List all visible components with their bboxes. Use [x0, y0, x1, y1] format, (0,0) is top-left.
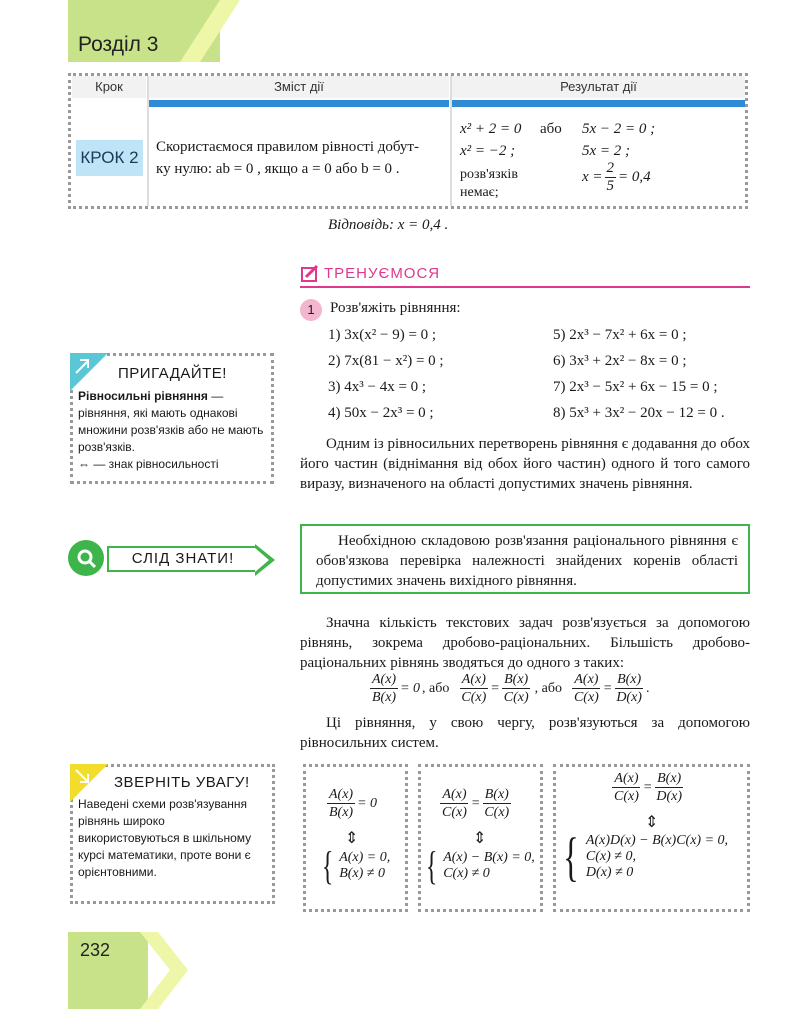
frac-den: C(x) — [573, 690, 599, 705]
eq-lhs: x = — [582, 169, 603, 185]
task-intro: Розв'яжіть рівняння: — [330, 300, 461, 316]
frac-den: C(x) — [614, 789, 639, 804]
equation: 8) 5x³ + 3x² − 20x − 12 = 0 . — [553, 405, 725, 421]
answer-value: x = 0,4 . — [397, 217, 449, 233]
magnifier-icon — [76, 548, 98, 570]
frac-den: B(x) — [372, 690, 397, 705]
frac-num: A(x) — [614, 771, 639, 786]
practice-rule — [300, 286, 750, 288]
equation: 1) 3x(x² − 9) = 0 ; — [328, 327, 437, 343]
eq-zero: = 0 — [357, 795, 378, 811]
page-number: 232 — [80, 940, 111, 960]
scheme-2-eq — [438, 786, 513, 821]
action-line: ку нулю: ab = 0 , якщо a = 0 або b = 0 . — [156, 161, 400, 177]
arrow-icon — [72, 766, 94, 788]
frac-num: A(x) — [442, 787, 467, 802]
task-number: 1 — [300, 299, 322, 321]
col-header-step: Крок — [72, 76, 146, 98]
frac-den: C(x) — [442, 805, 467, 820]
frac-num: A(x) — [329, 787, 354, 802]
eq-rhs: = 0,4 — [618, 169, 651, 185]
result-eq: x² = −2 ; — [460, 143, 516, 159]
column-divider — [147, 76, 149, 206]
frac-num: A(x) — [372, 672, 397, 687]
scheme-3-system: { A(x)D(x) − B(x)C(x) = 0, C(x) ≠ 0, D(x) ≠ 0 — [563, 827, 729, 887]
system-line: A(x) = 0, — [339, 850, 391, 865]
paragraph: Значна кількість текстових задач розв'язується за допомогою рівнянь, зокрема дробово-раціональних. Більшість дробово-раціональних рівнянь зводяться до одного з таких: — [300, 615, 750, 671]
system-line: D(x) ≠ 0 — [585, 865, 634, 880]
frac-num: 2 — [606, 160, 615, 176]
pencil-icon — [300, 265, 320, 283]
must-know-label: СЛІД ЗНАТИ! — [107, 546, 257, 572]
result-eq: 5x − 2 = 0 ; — [582, 121, 656, 137]
paragraph: Ці рівняння, у свою чергу, розв'язуються за допомогою рівносильних систем. — [300, 715, 750, 751]
frac-num: B(x) — [504, 672, 529, 687]
equivalence-icon: ⇕ — [345, 830, 359, 847]
eq-sign: = — [602, 680, 613, 696]
frac-num: A(x) — [461, 672, 486, 687]
frac-den: 5 — [606, 178, 615, 194]
header-bar — [149, 100, 449, 107]
remember-title: ПРИГАДАЙТЕ! — [118, 365, 227, 382]
system-line: A(x) − B(x) = 0, — [443, 850, 535, 865]
practice-title: ТРЕНУЄМОСЯ — [324, 265, 441, 282]
eq-sign: = — [490, 680, 500, 696]
step-label: КРОК 2 — [76, 140, 143, 176]
section-title: Розділ 3 — [78, 33, 159, 56]
equation: 6) 3x³ + 2x² − 8x = 0 ; — [553, 353, 687, 369]
column-divider — [450, 76, 452, 206]
result-text: немає; — [460, 185, 499, 200]
frac-num: B(x) — [484, 787, 509, 802]
answer — [328, 217, 448, 234]
equation: 4) 50x − 2x³ = 0 ; — [328, 405, 434, 421]
result-text: розв'язків — [460, 167, 518, 182]
result-eq: 5x = 2 ; — [582, 143, 631, 159]
frac-num: B(x) — [617, 672, 642, 687]
or-text: , або — [422, 680, 450, 696]
attention-text: Наведені схеми розв'язування рівнянь широко використовуються в шкільному курсі математики, проте вони є орієнтовними. — [78, 797, 252, 879]
equation: 5) 2x³ − 7x² + 6x = 0 ; — [553, 327, 687, 343]
result-no-roots — [460, 166, 518, 202]
must-know-arrow-inner — [255, 548, 269, 572]
result-or: або — [540, 121, 562, 137]
system-line: C(x) ≠ 0 — [443, 866, 490, 881]
action-line: Скористаємося правилом рівності добут- — [156, 139, 419, 155]
frac-den: C(x) — [461, 690, 487, 705]
col-header-result: Результат дії — [452, 76, 745, 98]
header-stripe — [180, 0, 240, 62]
frac-num: B(x) — [657, 771, 682, 786]
must-know-text: Необхідною складовою розв'язання раціонального рівняння є обов'язкова перевірка належності знайдених коренів області допустимих значень вихідного рівняння. — [316, 533, 738, 589]
equation: 2) 7x(81 − x²) = 0 ; — [328, 353, 444, 369]
answer-label: Відповідь: — [328, 217, 395, 233]
footer-stripe — [140, 932, 200, 1009]
system-line: A(x)D(x) − B(x)C(x) = 0, — [585, 833, 729, 848]
eq-sign: = — [642, 779, 653, 795]
equivalence-icon: ⇕ — [645, 814, 659, 831]
header-bar — [452, 100, 745, 107]
eq-zero: = 0 — [400, 680, 421, 696]
equation: 7) 2x³ − 5x² + 6x − 15 = 0 ; — [553, 379, 718, 395]
scheme-1-system: { A(x) = 0, B(x) ≠ 0 — [321, 843, 391, 888]
system-line: C(x) ≠ 0, — [585, 849, 636, 864]
frac-den: D(x) — [656, 789, 682, 804]
scheme-3-eq — [610, 770, 686, 805]
scheme-1-eq — [325, 786, 377, 821]
frac-den: B(x) — [329, 805, 354, 820]
arrow-icon — [72, 355, 94, 377]
col-header-action: Зміст дії — [149, 76, 449, 98]
frac-den: C(x) — [484, 805, 510, 820]
frac-den: C(x) — [503, 690, 529, 705]
system-line: B(x) ≠ 0 — [339, 866, 385, 881]
action-text — [156, 136, 446, 180]
equation: 3) 4x³ − 4x = 0 ; — [328, 379, 427, 395]
result-eq: x² + 2 = 0 — [460, 121, 522, 137]
fraction-forms: $\frac{A(x)}{B(x)}$ = 0 , або $\frac{A(x)}{C(x)}$ = $\frac{B(x)}{C(x)}$ , або $\frac{A(x)}{C(x)}$ = $\frac{B(x)}{D(x)}$ . — [372, 672, 650, 705]
remember-definition: — рівняння, які мають однакові множини розв'язків або не мають розв'язків. — [78, 389, 264, 454]
eq-sign: = — [470, 795, 481, 811]
remember-term: Рівносильні рівняння — [78, 389, 208, 403]
remember-text — [78, 388, 270, 473]
frac-num: A(x) — [574, 672, 599, 687]
result-fraction-eq — [582, 160, 651, 195]
frac-den: D(x) — [616, 690, 642, 705]
paragraph: Одним із рівносильних перетворень рівняння є додавання до обох його частин (віднімання від обох його частин) одного й того самого виразу, визначеного на області допустимих значень рівняння. — [300, 436, 750, 492]
remember-symbol: ⇔ — знак рівносильності — [78, 457, 219, 471]
equivalence-icon: ⇕ — [473, 830, 487, 847]
or-text: , або — [534, 680, 562, 696]
scheme-2-system: { A(x) − B(x) = 0, C(x) ≠ 0 — [425, 843, 535, 888]
attention-title: ЗВЕРНІТЬ УВАГУ! — [114, 774, 250, 791]
